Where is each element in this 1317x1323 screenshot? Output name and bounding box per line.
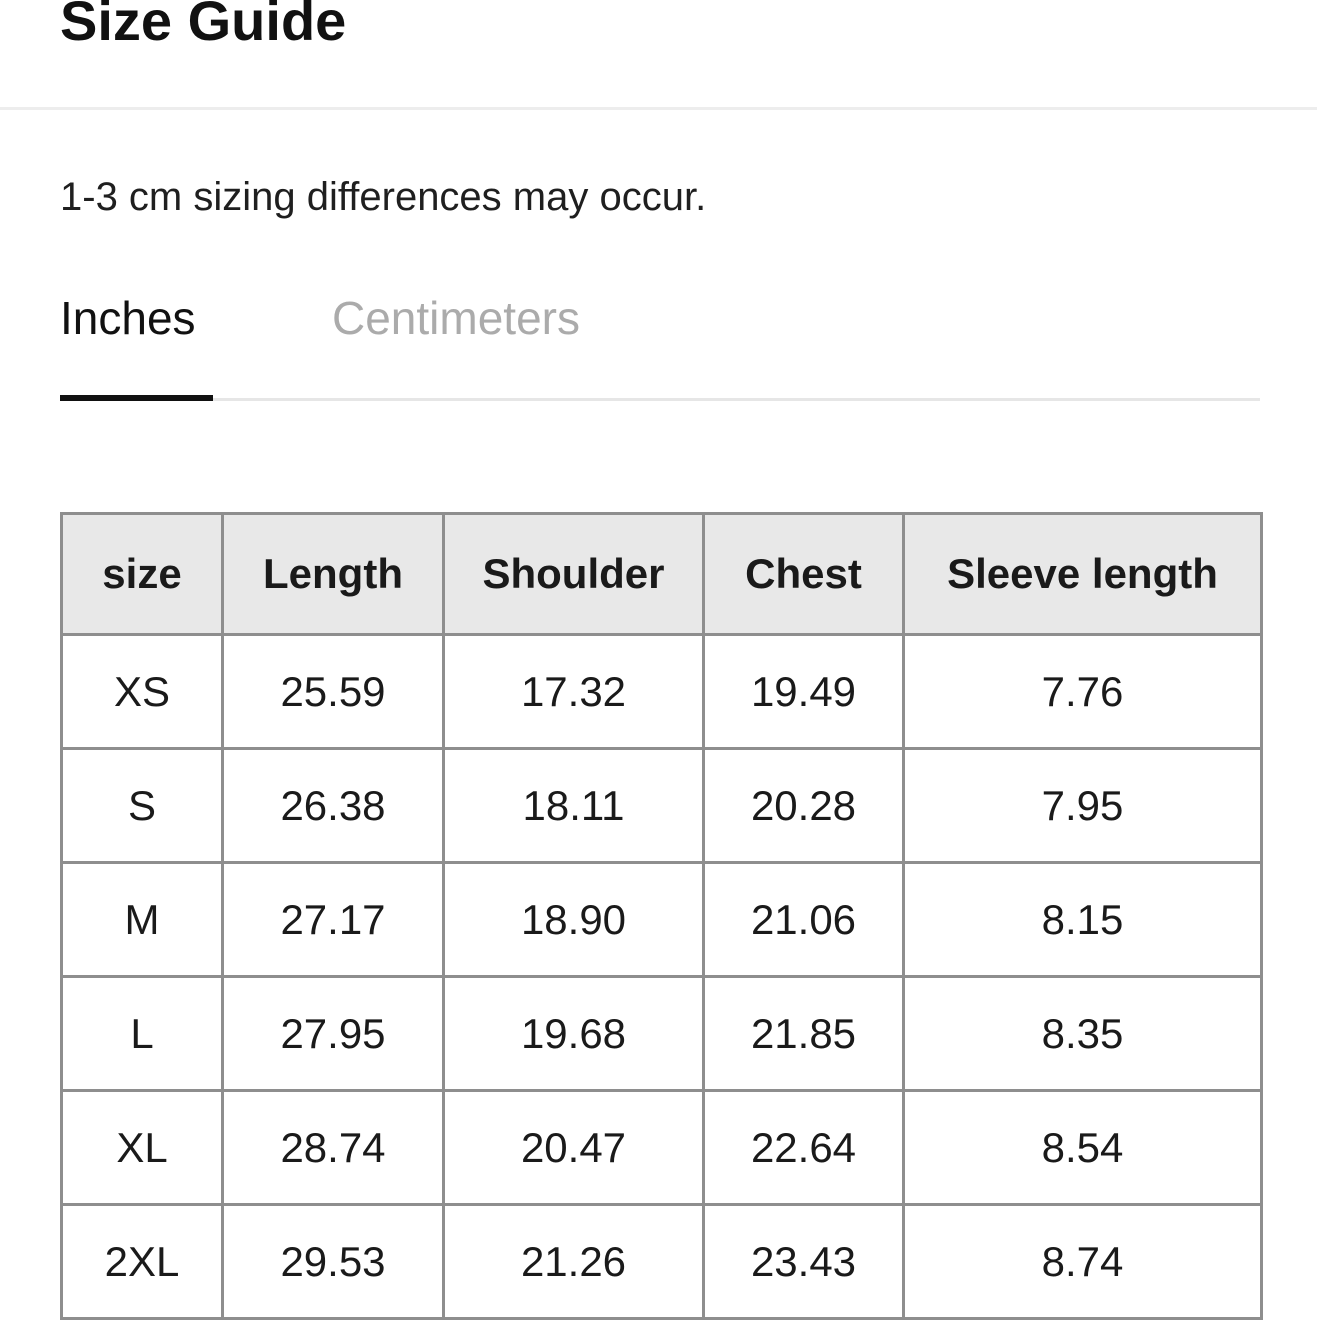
cell-sleeve-length: 8.74 bbox=[904, 1205, 1262, 1319]
table-row bbox=[62, 863, 1262, 977]
table-row bbox=[62, 1205, 1262, 1319]
table-header-row bbox=[62, 514, 1262, 635]
cell-shoulder: 20.47 bbox=[444, 1091, 704, 1205]
table-row bbox=[62, 1091, 1262, 1205]
cell-shoulder: 18.90 bbox=[444, 863, 704, 977]
cell-chest: 20.28 bbox=[704, 749, 904, 863]
cell-length: 25.59 bbox=[223, 635, 444, 749]
page-header bbox=[0, 0, 1317, 110]
page-title: Size Guide bbox=[60, 0, 347, 52]
tab-inches[interactable]: Inches bbox=[60, 292, 196, 344]
cell-size: XL bbox=[62, 1091, 223, 1205]
sizing-note: 1-3 cm sizing differences may occur. bbox=[60, 175, 707, 219]
size-table bbox=[60, 512, 1263, 1320]
column-header-chest: Chest bbox=[704, 514, 904, 635]
cell-sleeve-length: 7.76 bbox=[904, 635, 1262, 749]
cell-chest: 19.49 bbox=[704, 635, 904, 749]
table-row bbox=[62, 749, 1262, 863]
tab-centimeters[interactable]: Centimeters bbox=[332, 292, 580, 344]
cell-size: M bbox=[62, 863, 223, 977]
unit-tabs bbox=[60, 288, 1260, 401]
column-header-length: Length bbox=[223, 514, 444, 635]
cell-size: XS bbox=[62, 635, 223, 749]
cell-length: 27.17 bbox=[223, 863, 444, 977]
tabs-divider bbox=[60, 398, 1260, 401]
cell-sleeve-length: 8.15 bbox=[904, 863, 1262, 977]
table-row bbox=[62, 977, 1262, 1091]
cell-length: 27.95 bbox=[223, 977, 444, 1091]
cell-size: 2XL bbox=[62, 1205, 223, 1319]
cell-shoulder: 21.26 bbox=[444, 1205, 704, 1319]
cell-length: 29.53 bbox=[223, 1205, 444, 1319]
cell-sleeve-length: 8.54 bbox=[904, 1091, 1262, 1205]
active-tab-indicator bbox=[60, 395, 213, 401]
cell-chest: 23.43 bbox=[704, 1205, 904, 1319]
cell-chest: 21.06 bbox=[704, 863, 904, 977]
column-header-sleeve-length: Sleeve length bbox=[904, 514, 1262, 635]
cell-shoulder: 19.68 bbox=[444, 977, 704, 1091]
column-header-shoulder: Shoulder bbox=[444, 514, 704, 635]
cell-sleeve-length: 8.35 bbox=[904, 977, 1262, 1091]
cell-chest: 22.64 bbox=[704, 1091, 904, 1205]
table-row bbox=[62, 635, 1262, 749]
cell-shoulder: 18.11 bbox=[444, 749, 704, 863]
cell-length: 28.74 bbox=[223, 1091, 444, 1205]
cell-length: 26.38 bbox=[223, 749, 444, 863]
column-header-size: size bbox=[62, 514, 223, 635]
cell-sleeve-length: 7.95 bbox=[904, 749, 1262, 863]
cell-size: S bbox=[62, 749, 223, 863]
cell-size: L bbox=[62, 977, 223, 1091]
cell-shoulder: 17.32 bbox=[444, 635, 704, 749]
cell-chest: 21.85 bbox=[704, 977, 904, 1091]
